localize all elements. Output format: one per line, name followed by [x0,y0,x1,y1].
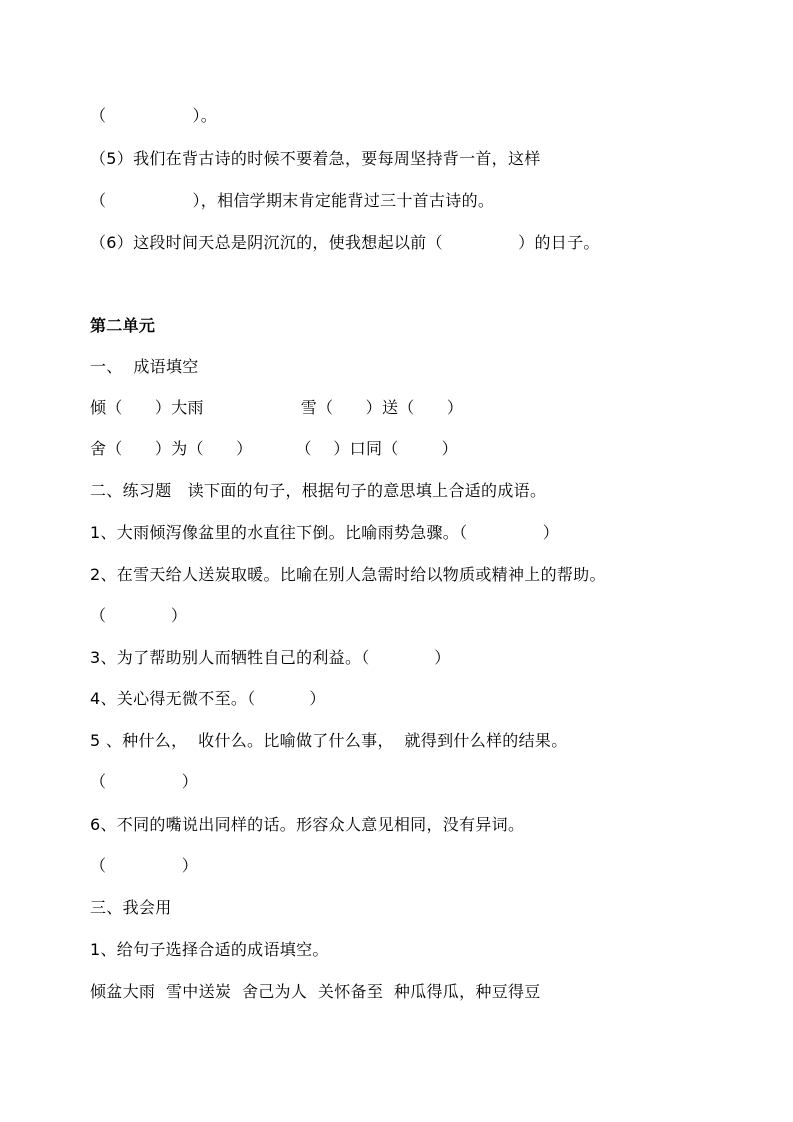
question-6-line: （6）这段时间天总是阴沉沉的，使我想起以前（ ）的日子。 [90,233,600,252]
exercise-item-6: 6、不同的嘴说出同样的话。形容众人意见相同，没有异词。 [90,815,525,834]
unit-two-heading: 第二单元 [90,316,156,335]
question-5-continuation: （ ），相信学期末肯定能背过三十首古诗的。 [90,191,495,210]
idiom-choice-list: 倾盆大雨 雪中送炭 舍己为人 关怀备至 种瓜得瓜，种豆得豆 [90,982,541,1001]
section-three-title: 三、我会用 [90,898,172,917]
exercise-item-3: 3、为了帮助别人而牺牲自己的利益。（ ） [90,648,451,667]
exercise-item-2-blank: （ ） [90,606,188,625]
exercise-item-6-blank: （ ） [90,856,199,875]
section-three-item-1: 1、给句子选择合适的成语填空。 [90,940,329,959]
idiom-fill-row-2: 舍（ ）为（ ） （ ）口同（ ） [90,439,458,458]
exercise-item-4: 4、关心得无微不至。（ ） [90,689,326,708]
exercise-item-5: 5 、种什么， 收什么。比喻做了什么事， 就得到什么样的结果。 [90,731,568,750]
text-line-1: （ ）。 [90,106,218,125]
exercise-item-2: 2、在雪天给人送炭取暖。比喻在别人急需时给以物质或精神上的帮助。 [90,565,606,584]
exercise-item-5-blank: （ ） [90,772,199,791]
section-one-title: 一、 成语填空 [90,357,199,376]
section-two-title: 二、练习题 读下面的句子，根据句子的意思填上合适的成语。 [90,481,547,500]
question-5-line: （5）我们在背古诗的时候不要着急，要每周坚持背一首，这样 [90,149,541,168]
idiom-fill-row-1: 倾（ ）大雨 雪（ ）送（ ） [90,398,464,417]
exercise-item-1: 1、大雨倾泻像盆里的水直往下倒。比喻雨势急骤。（ ） [90,523,560,542]
